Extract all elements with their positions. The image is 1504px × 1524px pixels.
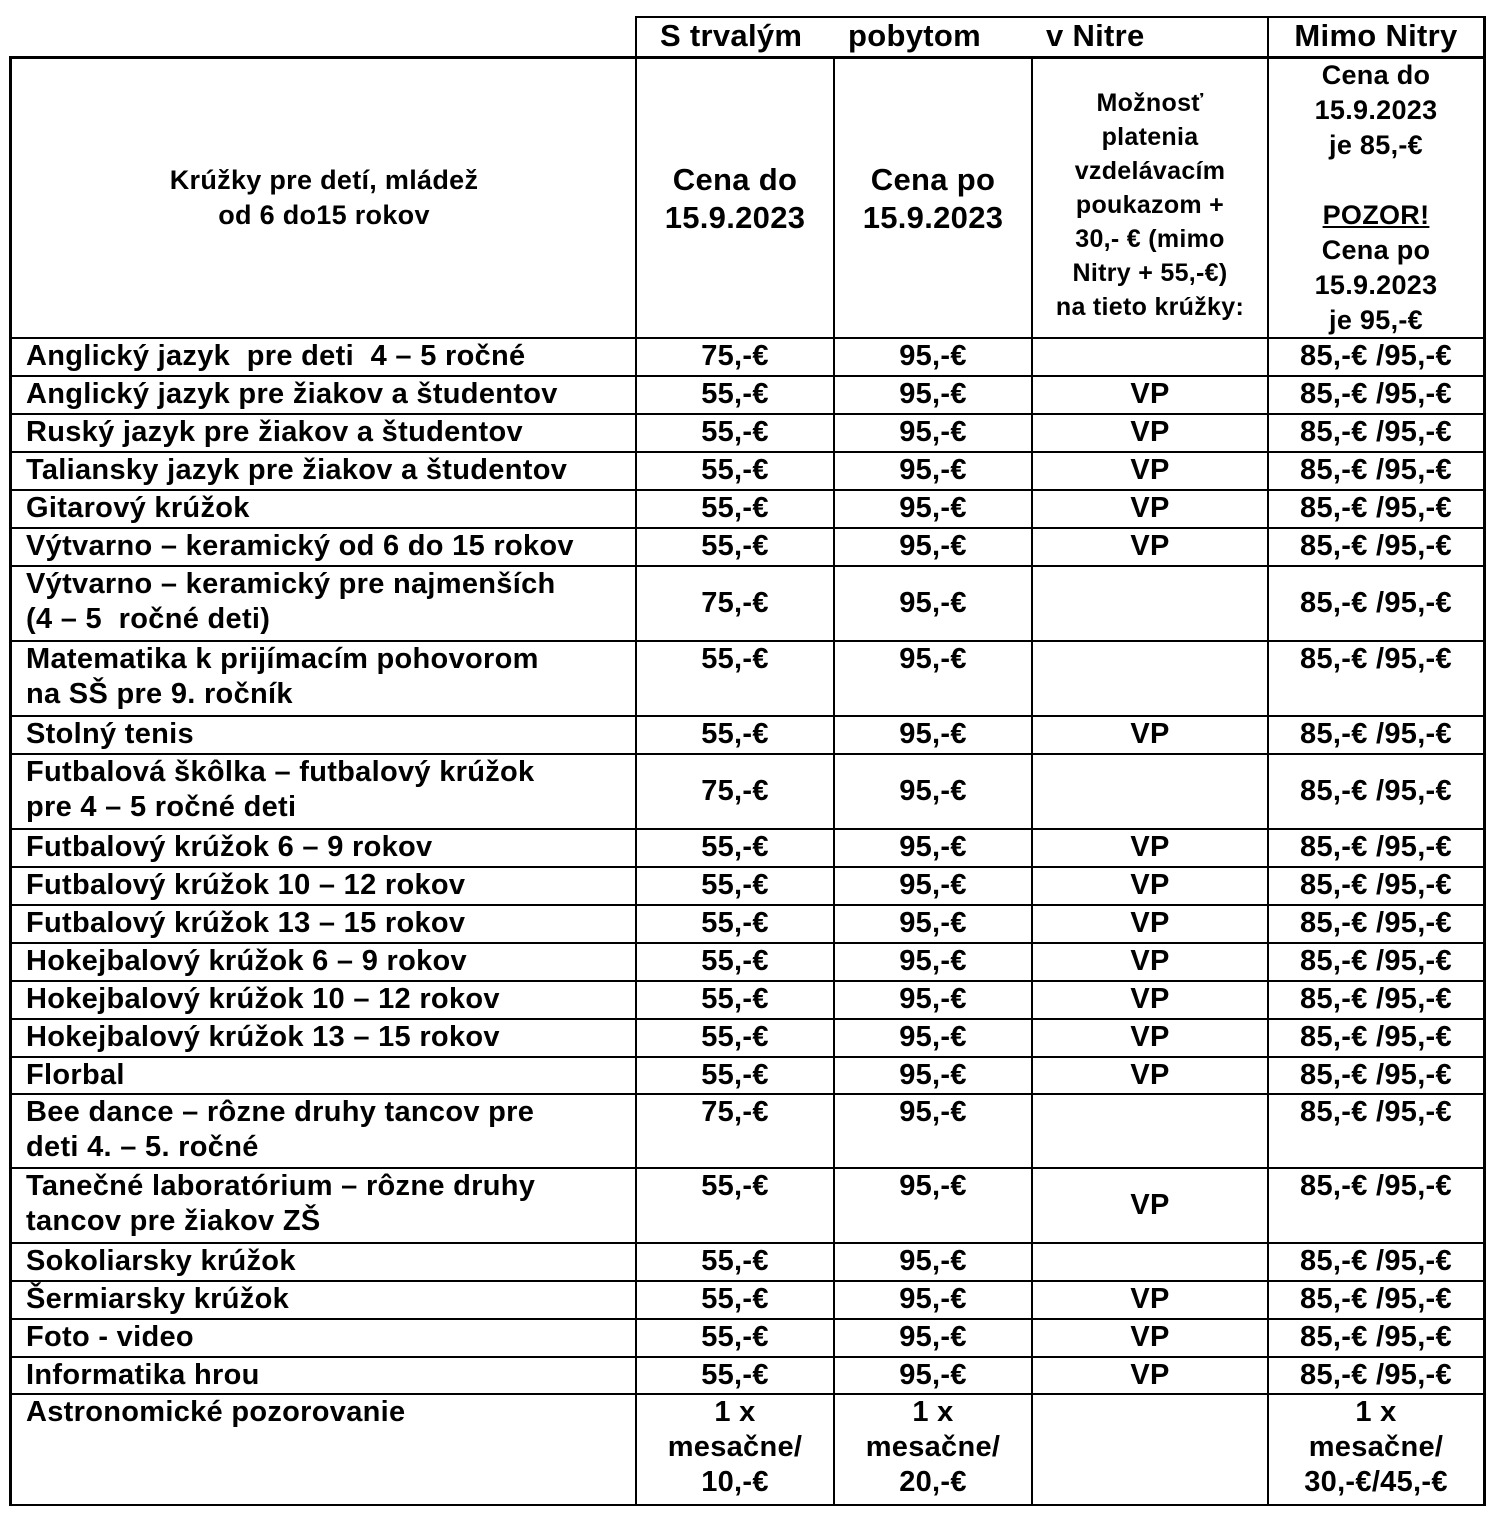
price-before: 55,-€ — [701, 831, 769, 863]
course-name: Stolný tenis — [26, 718, 194, 750]
price-outside: 85,-€ /95,-€ — [1300, 1321, 1452, 1353]
price-after: 95,-€ — [899, 869, 967, 901]
grid-line-row — [10, 1056, 1486, 1058]
price-before: 55,-€ — [701, 530, 769, 562]
price-after: 95,-€ — [899, 454, 967, 486]
price-outside: 85,-€ /95,-€ — [1300, 1283, 1452, 1315]
price-after: 95,-€ — [899, 416, 967, 448]
price-after: 95,-€ — [899, 983, 967, 1015]
grid-line-row — [10, 828, 1486, 830]
voucher-mark: VP — [1130, 907, 1170, 939]
voucher-mark: VP — [1130, 1283, 1170, 1315]
grid-line-row — [10, 1280, 1486, 1282]
price-after: 95,-€ — [899, 1170, 967, 1202]
price-after: 95,-€ — [899, 378, 967, 410]
price-after: 95,-€ — [899, 1321, 967, 1353]
grid-line-row — [10, 1018, 1486, 1020]
course-name: Florbal — [26, 1059, 125, 1091]
price-before: 55,-€ — [701, 1359, 769, 1391]
price-outside: 85,-€ /95,-€ — [1300, 945, 1452, 977]
grid-line-row — [10, 1356, 1486, 1358]
voucher-mark: VP — [1130, 831, 1170, 863]
course-name: Tanečné laboratórium – rôzne druhy tancov pre žiakov ZŠ — [26, 1170, 536, 1237]
price-after: 95,-€ — [899, 775, 967, 807]
price-outside: 85,-€ /95,-€ — [1300, 416, 1452, 448]
price-after: 95,-€ — [899, 945, 967, 977]
price-outside: 85,-€ /95,-€ — [1300, 454, 1452, 486]
grid-line-row — [10, 753, 1486, 755]
price-before: 75,-€ — [701, 775, 769, 807]
price-before: 55,-€ — [701, 1245, 769, 1277]
grid-line-col — [635, 16, 637, 1506]
course-name: Bee dance – rôzne druhy tancov pre deti 4. – 5. ročné — [26, 1096, 535, 1163]
price-outside: 85,-€ /95,-€ — [1300, 1245, 1452, 1277]
price-before: 55,-€ — [701, 454, 769, 486]
grid-line-right — [1483, 16, 1486, 1506]
voucher-mark: VP — [1130, 983, 1170, 1015]
column-header-warning: POZOR! — [1322, 200, 1430, 230]
price-outside: 85,-€ /95,-€ — [1300, 907, 1452, 939]
voucher-mark: VP — [1130, 1189, 1170, 1221]
course-name: Hokejbalový krúžok 6 – 9 rokov — [26, 945, 467, 977]
price-before: 1 x mesačne/ 10,-€ — [667, 1396, 803, 1498]
grid-line-row — [10, 866, 1486, 868]
voucher-mark: VP — [1130, 1321, 1170, 1353]
course-name: Futbalová škôlka – futbalový krúžok pre 4 – 5 ročné deti — [26, 756, 535, 823]
grid-line-row — [10, 1167, 1486, 1169]
price-before: 75,-€ — [701, 1096, 769, 1128]
course-name: Matematika k prijímacím pohovorom na SŠ pre 9. ročník — [26, 643, 539, 710]
grid-line-left — [9, 56, 12, 1506]
voucher-mark: VP — [1130, 492, 1170, 524]
price-outside: 85,-€ /95,-€ — [1300, 831, 1452, 863]
price-before: 55,-€ — [701, 378, 769, 410]
price-after: 95,-€ — [899, 1283, 967, 1315]
course-name: Informatika hrou — [26, 1359, 260, 1391]
price-after: 95,-€ — [899, 340, 967, 372]
grid-line-row — [10, 942, 1486, 944]
course-name: Hokejbalový krúžok 13 – 15 rokov — [26, 1021, 500, 1053]
price-before: 55,-€ — [701, 416, 769, 448]
grid-line-row — [10, 1093, 1486, 1095]
price-outside: 85,-€ /95,-€ — [1300, 1096, 1452, 1128]
grid-line-row — [10, 640, 1486, 642]
course-name: Anglický jazyk pre žiakov a študentov — [26, 378, 558, 410]
price-before: 75,-€ — [701, 587, 769, 619]
price-outside: 1 x mesačne/ 30,-€/45,-€ — [1304, 1396, 1448, 1498]
grid-line-col — [1267, 16, 1269, 1506]
price-after: 95,-€ — [899, 907, 967, 939]
course-name: Výtvarno – keramický od 6 do 15 rokov — [26, 530, 574, 562]
price-outside: 85,-€ /95,-€ — [1300, 643, 1452, 675]
price-after: 1 x mesačne/ 20,-€ — [865, 1396, 1001, 1498]
price-outside: 85,-€ /95,-€ — [1300, 1359, 1452, 1391]
price-after: 95,-€ — [899, 1059, 967, 1091]
column-header-price-after: Cena po 15.9.2023 — [862, 162, 1004, 235]
price-outside: 85,-€ /95,-€ — [1300, 869, 1452, 901]
voucher-mark: VP — [1130, 416, 1170, 448]
voucher-mark: VP — [1130, 454, 1170, 486]
grid-line-row — [10, 565, 1486, 567]
course-name: Astronomické pozorovanie — [26, 1396, 406, 1428]
price-outside: 85,-€ /95,-€ — [1300, 530, 1452, 562]
price-before: 55,-€ — [701, 718, 769, 750]
course-name: Výtvarno – keramický pre najmenších (4 – 5 ročné deti) — [26, 568, 556, 635]
group-header-non-resident: Mimo Nitry — [1294, 18, 1458, 53]
grid-line-row — [10, 1504, 1486, 1506]
price-before: 55,-€ — [701, 1283, 769, 1315]
course-name: Šermiarsky krúžok — [26, 1283, 290, 1315]
price-outside: 85,-€ /95,-€ — [1300, 983, 1452, 1015]
price-outside: 85,-€ /95,-€ — [1300, 1059, 1452, 1091]
grid-line-row — [10, 1242, 1486, 1244]
grid-line-row — [10, 375, 1486, 377]
price-after: 95,-€ — [899, 530, 967, 562]
voucher-mark: VP — [1130, 1359, 1170, 1391]
grid-line-header — [10, 56, 1486, 59]
price-before: 55,-€ — [701, 1021, 769, 1053]
voucher-mark: VP — [1130, 945, 1170, 977]
price-after: 95,-€ — [899, 643, 967, 675]
price-after: 95,-€ — [899, 492, 967, 524]
course-name: Ruský jazyk pre žiakov a študentov — [26, 416, 523, 448]
grid-line-row — [10, 715, 1486, 717]
group-header-resident-1: S trvalým — [660, 18, 803, 53]
price-outside: 85,-€ /95,-€ — [1300, 1021, 1452, 1053]
grid-line-row — [10, 1318, 1486, 1320]
grid-line-row — [10, 527, 1486, 529]
voucher-mark: VP — [1130, 1021, 1170, 1053]
price-after: 95,-€ — [899, 1096, 967, 1128]
price-before: 55,-€ — [701, 869, 769, 901]
column-header-non-resident-before: Cena do 15.9.2023 je 85,-€ — [1314, 60, 1438, 160]
grid-line-row — [10, 904, 1486, 906]
column-header-course: Krúžky pre detí, mládež od 6 do15 rokov — [169, 165, 479, 230]
price-after: 95,-€ — [899, 1021, 967, 1053]
price-outside: 85,-€ /95,-€ — [1300, 1170, 1452, 1202]
price-after: 95,-€ — [899, 831, 967, 863]
course-name: Futbalový krúžok 10 – 12 rokov — [26, 869, 466, 901]
price-outside: 85,-€ /95,-€ — [1300, 775, 1452, 807]
voucher-mark: VP — [1130, 1059, 1170, 1091]
column-header-voucher: Možnosť platenia vzdelávacím poukazom + 30,- € (mimo Nitry + 55,-€) na tieto krúžky: — [1055, 89, 1245, 321]
course-name: Futbalový krúžok 6 – 9 rokov — [26, 831, 433, 863]
course-name: Taliansky jazyk pre žiakov a študentov — [26, 454, 568, 486]
course-name: Hokejbalový krúžok 10 – 12 rokov — [26, 983, 500, 1015]
grid-line-row — [10, 451, 1486, 453]
course-name: Sokoliarsky krúžok — [26, 1245, 296, 1277]
price-before: 55,-€ — [701, 907, 769, 939]
voucher-mark: VP — [1130, 530, 1170, 562]
grid-line-col — [833, 56, 835, 1506]
price-outside: 85,-€ /95,-€ — [1300, 340, 1452, 372]
grid-line-row — [10, 413, 1486, 415]
voucher-mark: VP — [1130, 378, 1170, 410]
price-outside: 85,-€ /95,-€ — [1300, 378, 1452, 410]
price-after: 95,-€ — [899, 718, 967, 750]
price-before: 55,-€ — [701, 643, 769, 675]
course-name: Gitarový krúžok — [26, 492, 250, 524]
voucher-mark: VP — [1130, 718, 1170, 750]
voucher-mark: VP — [1130, 869, 1170, 901]
column-header-price-before: Cena do 15.9.2023 — [664, 162, 806, 235]
column-header-non-resident-after: Cena po 15.9.2023 je 95,-€ — [1314, 235, 1438, 335]
price-before: 55,-€ — [701, 983, 769, 1015]
course-name: Foto - video — [26, 1321, 194, 1353]
group-header-resident-3: v Nitre — [1046, 18, 1145, 53]
grid-line-row — [10, 980, 1486, 982]
price-after: 95,-€ — [899, 587, 967, 619]
grid-line-row — [10, 1393, 1486, 1395]
course-name: Anglický jazyk pre deti 4 – 5 ročné — [26, 340, 526, 372]
price-before: 55,-€ — [701, 1170, 769, 1202]
price-outside: 85,-€ /95,-€ — [1300, 718, 1452, 750]
price-before: 75,-€ — [701, 340, 769, 372]
price-outside: 85,-€ /95,-€ — [1300, 492, 1452, 524]
grid-line-col — [1031, 56, 1033, 1506]
grid-line-row — [10, 337, 1486, 339]
price-before: 55,-€ — [701, 492, 769, 524]
group-header-resident-2: pobytom — [848, 18, 981, 53]
price-before: 55,-€ — [701, 945, 769, 977]
price-outside: 85,-€ /95,-€ — [1300, 587, 1452, 619]
price-before: 55,-€ — [701, 1059, 769, 1091]
price-after: 95,-€ — [899, 1359, 967, 1391]
price-before: 55,-€ — [701, 1321, 769, 1353]
grid-line-top — [636, 16, 1486, 18]
grid-line-row — [10, 489, 1486, 491]
course-name: Futbalový krúžok 13 – 15 rokov — [26, 907, 466, 939]
price-after: 95,-€ — [899, 1245, 967, 1277]
